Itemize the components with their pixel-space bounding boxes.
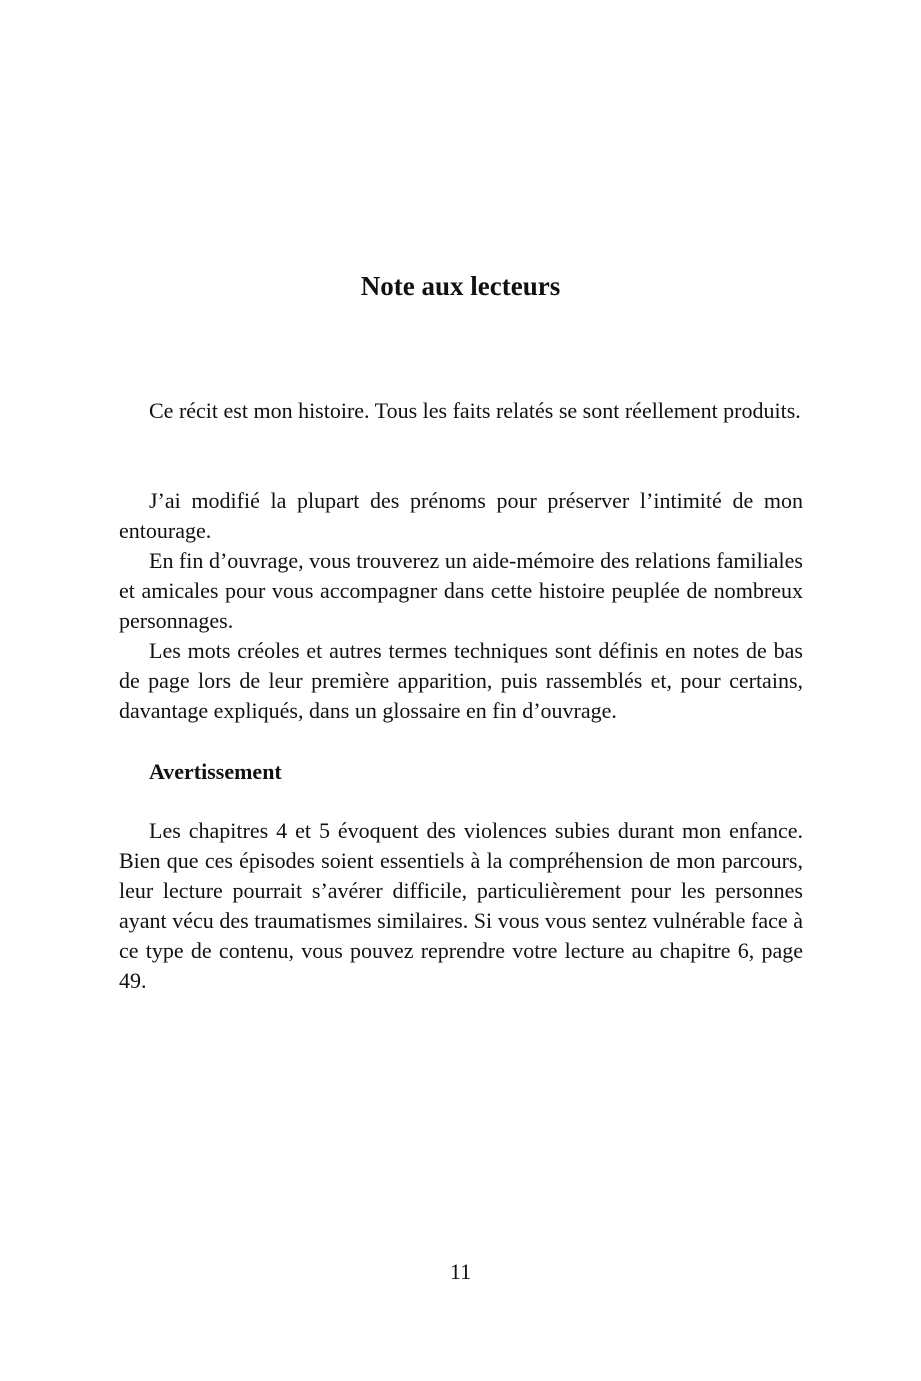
paragraph-glossary: Les mots créoles et autres termes techniques sont définis en notes de bas de page lors de leur première apparition, puis rassemblés et, pour certains, davantage expliqués, dans un glossaire en fin d’ouvrage. xyxy=(119,638,803,723)
intro-paragraph: Ce récit est mon histoire. Tous les faits relatés se sont réellement produits. xyxy=(149,398,801,423)
page-number: 11 xyxy=(449,1259,472,1284)
page-title: Note aux lecteurs xyxy=(360,271,561,301)
warning-section xyxy=(119,816,803,996)
paragraph-first-names: J’ai modifié la plupart des prénoms pour préserver l’intimité de mon entourage. xyxy=(119,488,803,543)
warning-heading: Avertissement xyxy=(149,759,282,784)
warning-paragraph: Les chapitres 4 et 5 évoquent des violences subies durant mon enfance. Bien que ces épisodes soient essentiels à la compréhension de mon parcours, leur lecture pourrait s’avérer difficile, particulièrement pour les personnes ayant vécu des traumatismes similaires. Si vous vous sentez vulnérable face à ce type de contenu, vous pouvez reprendre votre lecture au chapitre 6, page 49. xyxy=(119,818,803,993)
notes-section xyxy=(119,486,803,726)
paragraph-memory-aid: En fin d’ouvrage, vous trouverez un aide-mémoire des relations familiales et amicales pour vous accompagner dans cette histoire peuplée de nombreux personnages. xyxy=(119,548,803,633)
intro-section xyxy=(119,396,803,426)
